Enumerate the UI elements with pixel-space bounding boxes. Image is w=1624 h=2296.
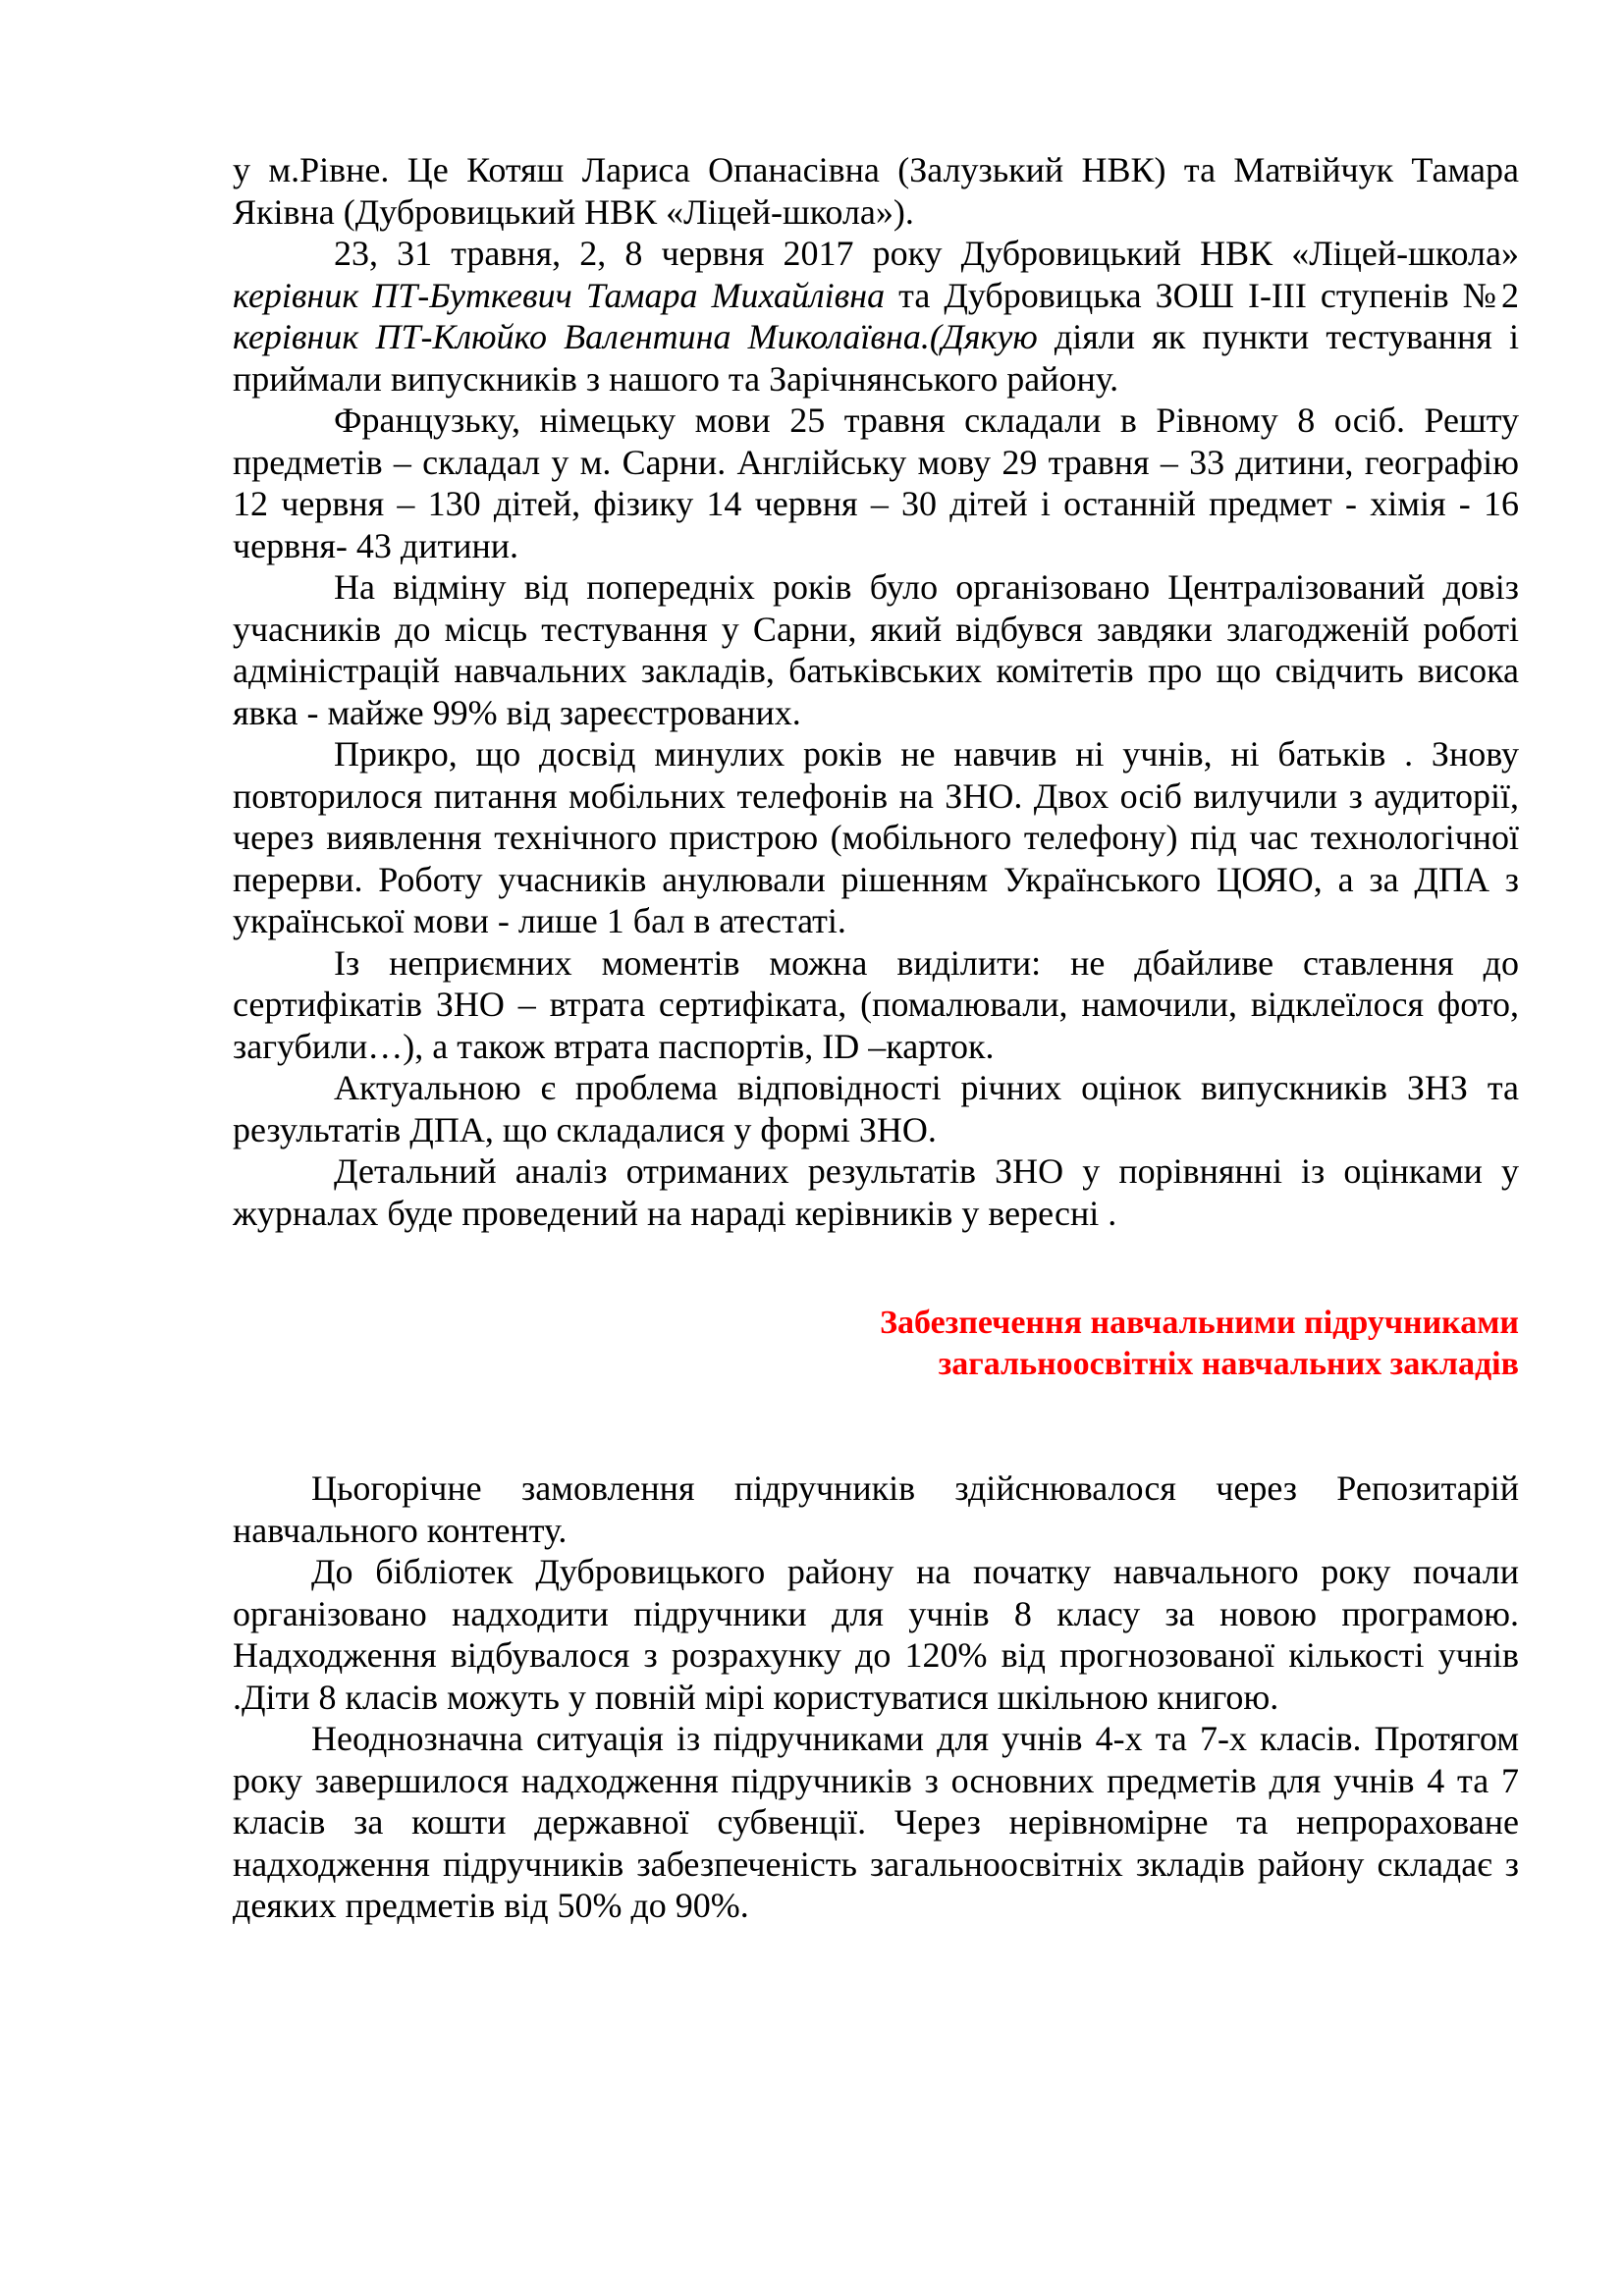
paragraph-unpleasant-moments: Із неприємних моментів можна виділити: не дбайливе ставлення до сертифікатів ЗНО – втрата сертифіката, (помалювали, намочили, відклеїлося фото, загубили…), а також втрата паспортів, ID –карток. bbox=[233, 942, 1519, 1066]
paragraph-languages-subjects: Французьку, німецьку мови 25 травня складали в Рівному 8 осіб. Решту предметів – складал у м. Сарни. Англійську мову 29 травня – 33 дитини, географію 12 червня – 130 дітей, фізику 14 червня – 30 дітей і останній предмет - хімія - 16 червня- 43 дитини. bbox=[233, 400, 1519, 565]
paragraph-libraries-grade8: До бібліотек Дубровицького району на початку навчального року почали організовано надходити підручники для учнів 8 класу за новою програмою. Надходження відбувалося з розрахунку до 120% від прогнозованої кількості учнів .Діти 8 класів можуть у повній мірі користуватися шкільною книгою. bbox=[233, 1552, 1519, 1717]
paragraph-detailed-analysis: Детальний аналіз отриманих результатів ЗНО у порівнянні із оцінками у журналах буде проведений на нараді керівників у вересні . bbox=[233, 1151, 1519, 1233]
head-pt-butkevych: керівник ПТ-Буткевич Тамара Михайлівна bbox=[233, 275, 886, 315]
school-no2-text: та Дубровицька ЗОШ І-ІІІ ступенів №2 bbox=[885, 275, 1520, 315]
head-pt-kliuiko: керівник ПТ-Клюйко Валентина Миколаївна.(Дякую bbox=[233, 317, 1038, 356]
paragraph-centralized-transport: На відміну від попередніх років було організовано Централізований довіз учасників до місць тестування у Сарни, який відбувся завдяки злагодженій роботі адміністрацій навчальних закладів, батьківських комітетів про що свідчить висока явка - майже 99% від зареєстрованих. bbox=[233, 567, 1519, 732]
document-page bbox=[233, 149, 1519, 1927]
paragraph-grades-4-7: Неоднозначна ситуація із підручниками для учнів 4-х та 7-х класів. Протягом року завершилося надходження підручників з основних предметів для учнів 4 та 7 класів за кошти державної субвенції. Через нерівномірне та непрораховане надходження підручників забезпеченість загальноосвітніх зкладів району складає з деяких предметів від 50% до 90%. bbox=[233, 1719, 1519, 1925]
paragraph-rivne-teachers: у м.Рівне. Це Котяш Лариса Опанасівна (Залузький НВК) та Матвійчук Тамара Яківна (Дубровицький НВК «Ліцей-школа»). bbox=[233, 150, 1519, 232]
testing-points-text: діяли як пункти тестування і приймали випускників з нашого та Зарічнянського району. bbox=[233, 317, 1519, 399]
paragraph-testing-points bbox=[233, 233, 1519, 400]
paragraph-mobile-phones: Прикро, що досвід минулих років не навчив ні учнів, ні батьків . Знову повторилося питання мобільних телефонів на ЗНО. Двох осіб вилучили з аудиторії, через виявлення технічного пристрою (мобільного телефону) під час технологічної перерви. Роботу учасників анулювали рішенням Українського ЦОЯО, а за ДПА з української мови - лише 1 бал в атестаті. bbox=[233, 734, 1519, 940]
paragraph-textbook-order: Цьогорічне замовлення підручників здійснювалося через Репозитарій навчального контенту. bbox=[233, 1468, 1519, 1550]
paragraph-grades-problem: Актуальною є проблема відповідності річних оцінок випускників ЗНЗ та результатів ДПА, що складалися у формі ЗНО. bbox=[233, 1068, 1519, 1149]
section-heading-textbooks bbox=[233, 1303, 1519, 1385]
heading-line-1: Забезпечення навчальними підручниками bbox=[880, 1305, 1519, 1341]
testing-dates-text: 23, 31 травня, 2, 8 червня 2017 року Дубровицький НВК «Ліцей-школа» bbox=[334, 234, 1519, 273]
heading-line-2: загальноосвітніх навчальних закладів bbox=[938, 1346, 1519, 1382]
